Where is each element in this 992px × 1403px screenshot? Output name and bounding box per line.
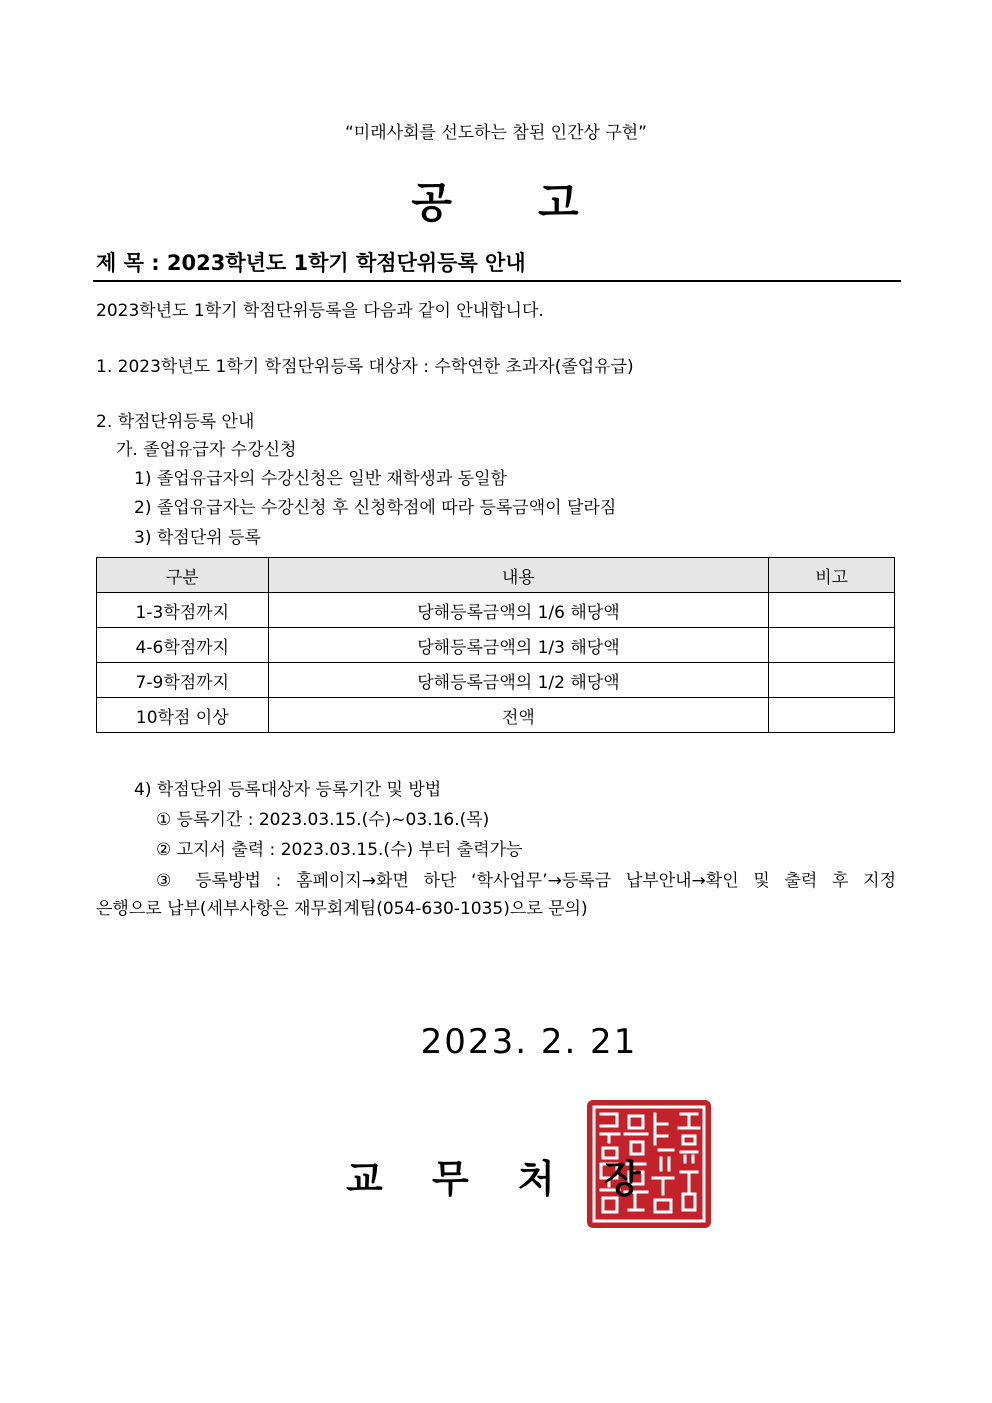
title-char-1: 공 (411, 178, 454, 227)
issuer-char-3: 처 (518, 1157, 555, 1201)
table-row (97, 698, 895, 733)
registration-method-line-1: ③ 등록방법 : 홈페이지→화면 하단 ‘학사업무’→등록금 납부안내→확인 및 출력 후 지정 (156, 871, 896, 891)
fee-table (96, 557, 895, 733)
item-4-heading: 4) 학점단위 등록대상자 등록기간 및 방법 (134, 780, 442, 800)
subject-heading: 제 목 : 2023학년도 1학기 학점단위등록 안내 (96, 251, 526, 275)
row-category: 1-3학점까지 (97, 593, 269, 628)
table-row (97, 663, 895, 698)
notice-date: 2023. 2. 21 (420, 1022, 638, 1062)
subject-divider (93, 280, 901, 282)
registration-method-line-2: 은행으로 납부(세부사항은 재무회계팀(054-630-1035)으로 문의) (96, 899, 588, 919)
item-2-point-1: 1) 졸업유급자의 수강신청은 일반 재학생과 동일함 (134, 469, 507, 489)
table-header-row (97, 558, 895, 593)
issuer-char-2: 무 (432, 1157, 469, 1201)
row-content: 전액 (268, 698, 769, 733)
table-row (97, 628, 895, 663)
item-2-point-2: 2) 졸업유급자는 수강신청 후 신청학점에 따라 등록금액이 달라짐 (134, 498, 617, 518)
row-note (769, 593, 895, 628)
page-title (0, 170, 992, 230)
registration-period: ① 등록기간 : 2023.03.15.(수)~03.16.(목) (156, 810, 490, 830)
issuer-title (346, 1148, 690, 1203)
header-content: 내용 (268, 558, 769, 593)
item-2-point-3: 3) 학점단위 등록 (134, 528, 261, 548)
issuer-char-4: 장 (604, 1157, 641, 1201)
table-row (97, 593, 895, 628)
title-char-2: 고 (538, 178, 581, 227)
row-note (769, 698, 895, 733)
row-category: 7-9학점까지 (97, 663, 269, 698)
item-2-sub-ga: 가. 졸업유급자 수강신청 (116, 440, 297, 460)
row-note (769, 628, 895, 663)
row-note (769, 663, 895, 698)
row-category: 4-6학점까지 (97, 628, 269, 663)
row-content: 당해등록금액의 1/3 해당액 (268, 628, 769, 663)
invoice-print: ② 고지서 출력 : 2023.03.15.(수) 부터 출력가능 (156, 840, 523, 860)
motto: “미래사회를 선도하는 참된 인간상 구현” (345, 123, 647, 143)
row-content: 당해등록금액의 1/6 해당액 (268, 593, 769, 628)
issuer-char-1: 교 (346, 1157, 383, 1201)
item-1: 1. 2023학년도 1학기 학점단위등록 대상자 : 수학연한 초과자(졸업유급) (96, 357, 634, 377)
row-category: 10학점 이상 (97, 698, 269, 733)
item-2-heading: 2. 학점단위등록 안내 (96, 412, 255, 432)
header-note: 비고 (769, 558, 895, 593)
row-content: 당해등록금액의 1/2 해당액 (268, 663, 769, 698)
intro-text: 2023학년도 1학기 학점단위등록을 다음과 같이 안내합니다. (96, 301, 544, 321)
header-category: 구분 (97, 558, 269, 593)
